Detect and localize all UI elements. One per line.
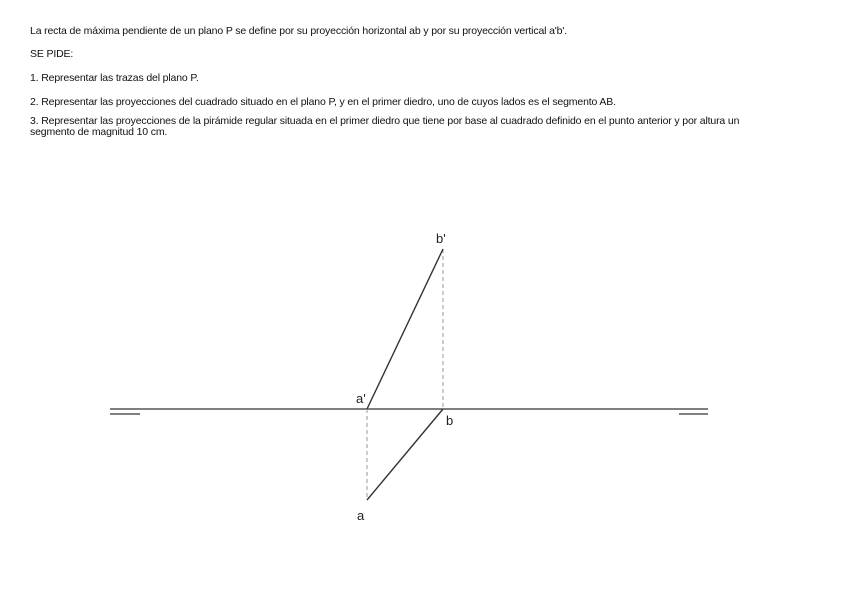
problem-heading: SE PIDE: — [30, 48, 74, 60]
label-b-prime: b' — [436, 231, 446, 246]
label-a-prime: a' — [356, 391, 366, 406]
label-a: a — [357, 508, 365, 523]
task-item-2: 2. Representar las proyecciones del cuadrado situado en el plano P, y en el primer diedro, uno de cuyos lados es el segmento AB. — [30, 96, 616, 108]
segment-a-prime-b-prime — [367, 249, 443, 409]
task-item-1: 1. Representar las trazas del plano P. — [30, 72, 199, 84]
label-b: b — [446, 413, 454, 428]
task-item-3: 3. Representar las proyecciones de la pirámide regular situada en el primer diedro que tiene por base al cuadrado definido en el punto anterior y por altura un segmento de magnitud 10 cm. — [30, 115, 740, 138]
segment-a-b — [367, 409, 443, 500]
problem-intro: La recta de máxima pendiente de un plano P se define por su proyección horizontal ab y por su proyección vertical a'b'. — [30, 25, 567, 37]
